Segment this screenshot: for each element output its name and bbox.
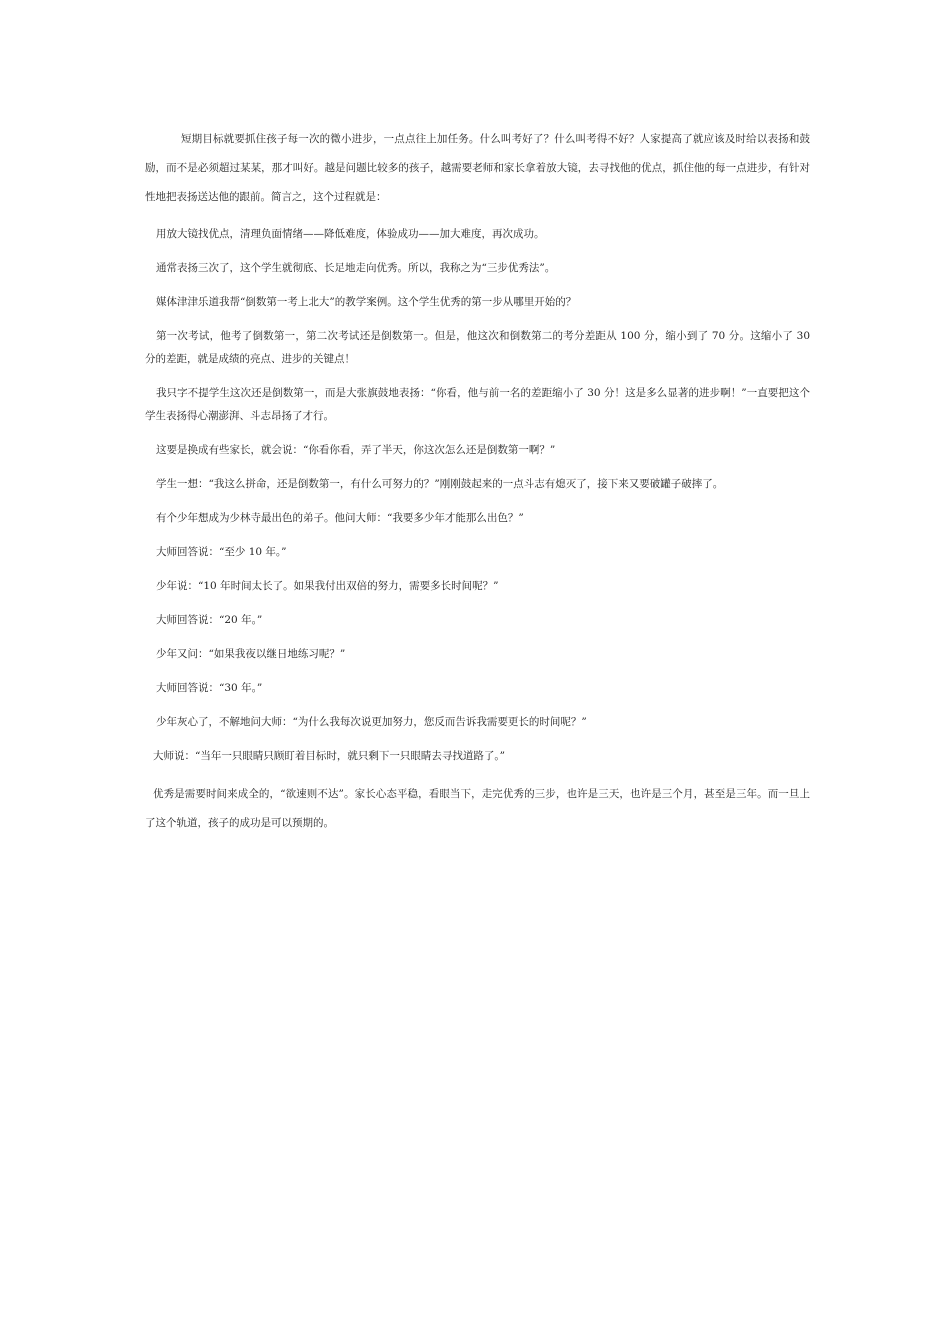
paragraph-process-summary: 用放大镜找优点，清理负面情绪——降低难度，体验成功——加大难度，再次成功。 [156,228,545,240]
paragraph-student-thought: 学生一想：“我这么拼命，还是倒数第一，有什么可努力的？”刚刚鼓起来的一点斗志有熄灭了，接下来又要破罐子破摔了。 [156,478,724,490]
paragraph-three-step-method: 通常表扬三次了，这个学生就彻底、长足地走向优秀。所以，我称之为“三步优秀法”。 [156,262,556,274]
paragraph-youth-day-night: 少年又问：“如果我夜以继日地练习呢？” [156,648,346,660]
paragraph-parents-reaction: 这要是换成有些家长，就会说：“你看你看，弄了半天，你这次怎么还是倒数第一啊？” [156,444,556,456]
paragraph-master-answer-20: 大师回答说：“20 年。” [156,614,263,626]
paragraph-conclusion: 优秀是需要时间来成全的，“欲速则不达”。家长心态平稳，看眼当下，走完优秀的三步，也许是三天，也许是三个月，甚至是三年。而一旦上了这个轨道，孩子的成功是可以预期的。 [145,788,810,829]
paragraph-master-answer-10: 大师回答说：“至少 10 年。” [156,546,287,558]
paragraph-master-answer-30: 大师回答说：“30 年。” [156,682,263,694]
paragraph-teaching-case: 媒体津津乐道我帮“倒数第一考上北大”的教学案例。这个学生优秀的第一步从哪里开始的？ [156,296,577,308]
paragraph-youth-discouraged: 少年灰心了，不解地问大师：“为什么我每次说更加努力，您反而告诉我需要更长的时间呢？” [156,716,587,728]
paragraph-praise: 我只字不提学生这次还是倒数第一，而是大张旗鼓地表扬：“你看，他与前一名的差距缩小了 30 分！这是多么显著的进步啊！”一直要把这个学生表扬得心潮澎湃、斗志昂扬了才行。 [145,387,810,422]
paragraph-first-exam: 第一次考试，他考了倒数第一，第二次考试还是倒数第一。但是，他这次和倒数第二的考分差距从 100 分，缩小到了 70 分。这缩小了 30 分的差距，就是成绩的亮点、进步的关键点！ [145,330,810,365]
paragraph-master-explanation: 大师说：“当年一只眼睛只顾盯着目标时，就只剩下一只眼睛去寻找道路了。” [153,750,505,762]
paragraph-shaolin-youth: 有个少年想成为少林寺最出色的弟子。他问大师：“我要多少年才能那么出色？” [156,512,524,524]
document-body [145,125,810,838]
paragraph-short-term-goal: 短期目标就要抓住孩子每一次的微小进步，一点点往上加任务。什么叫考好了？什么叫考得不好？人家提高了就应该及时给以表扬和鼓励，而不是必须超过某某，那才叫好。越是问题比较多的孩子，越需要老师和家长拿着放大镜，去寻找他的优点，抓住他的每一点进步，有针对性地把表扬送达他的跟前。简言之，这个过程就是： [145,133,810,203]
paragraph-youth-double-effort: 少年说：“10 年时间太长了。如果我付出双倍的努力，需要多长时间呢？” [156,580,499,592]
